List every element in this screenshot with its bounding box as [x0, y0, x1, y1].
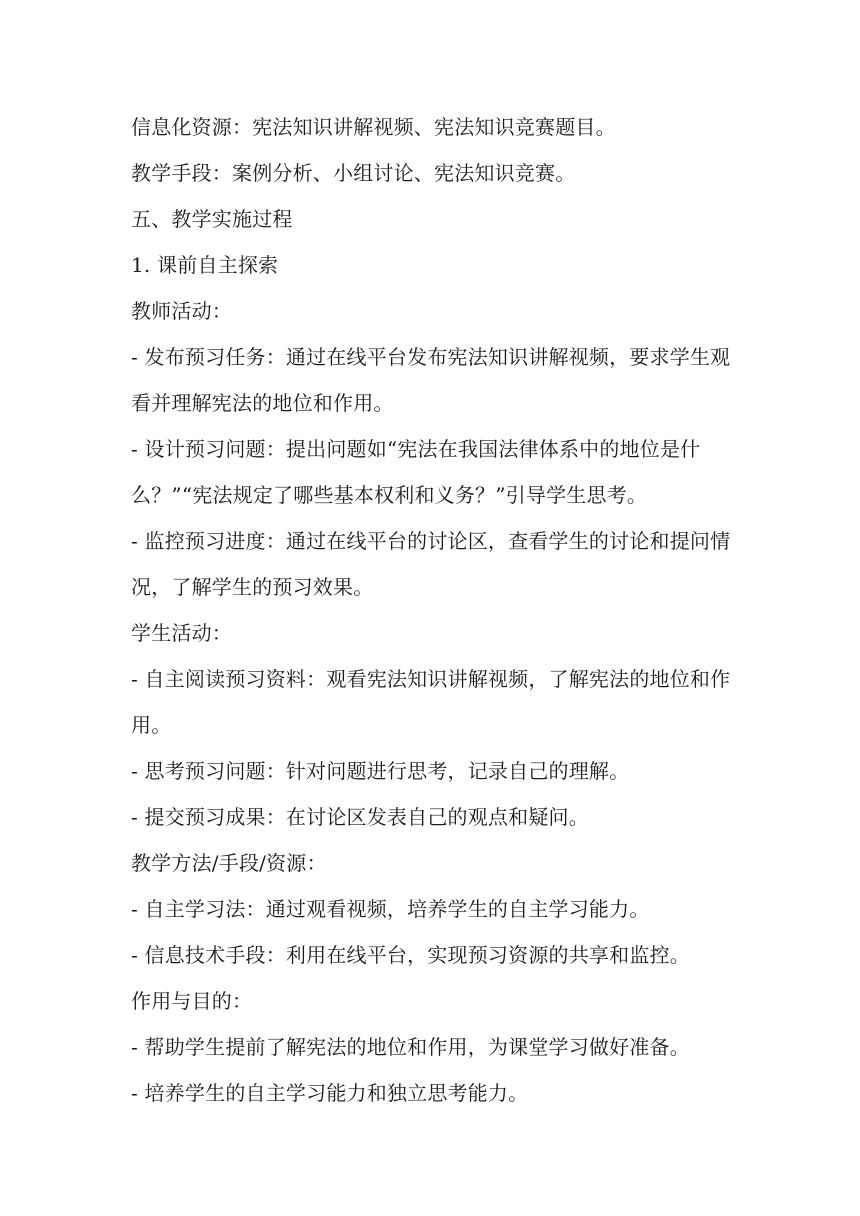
list-item-self-study-method: - 自主学习法：通过观看视频，培养学生的自主学习能力。	[131, 897, 650, 921]
list-item-self-reading: - 自主阅读预习资料：观看宪法知识讲解视频，了解宪法的地位和作	[131, 667, 731, 691]
list-item-purpose-ability: - 培养学生的自主学习能力和独立思考能力。	[131, 1081, 529, 1105]
label-student-activities: 学生活动：	[131, 621, 232, 645]
list-item-submit-results: - 提交预习成果：在讨论区发表自己的观点和疑问。	[131, 805, 589, 829]
text-line-info-resources: 信息化资源：宪法知识讲解视频、宪法知识竞赛题目。	[131, 115, 616, 139]
label-teacher-activities: 教师活动：	[131, 299, 232, 323]
list-item-self-reading-cont: 用。	[131, 713, 172, 737]
list-item-purpose-understand: - 帮助学生提前了解宪法的地位和作用，为课堂学习做好准备。	[131, 1035, 690, 1059]
subsection-heading-preclass: 1. 课前自主探索	[131, 253, 279, 277]
list-item-publish-task: - 发布预习任务：通过在线平台发布宪法知识讲解视频，要求学生观	[131, 345, 731, 369]
list-item-publish-task-cont: 看并理解宪法的地位和作用。	[131, 391, 394, 415]
label-methods-means-resources: 教学方法/手段/资源：	[131, 851, 327, 875]
list-item-think-questions: - 思考预习问题：针对问题进行思考，记录自己的理解。	[131, 759, 630, 783]
list-item-design-questions-cont: 么？”“宪法规定了哪些基本权利和义务？”引导学生思考。	[131, 483, 648, 507]
text-line-teaching-means: 教学手段：案例分析、小组讨论、宪法知识竞赛。	[131, 161, 576, 185]
label-purpose: 作用与目的：	[131, 989, 253, 1013]
list-item-monitor-progress: - 监控预习进度：通过在线平台的讨论区，查看学生的讨论和提问情	[131, 529, 731, 553]
list-item-design-questions: - 设计预习问题：提出问题如“宪法在我国法律体系中的地位是什	[131, 437, 701, 461]
section-heading-implementation: 五、教学实施过程	[131, 207, 293, 231]
list-item-it-means: - 信息技术手段：利用在线平台，实现预习资源的共享和监控。	[131, 943, 690, 967]
list-item-monitor-progress-cont: 况，了解学生的预习效果。	[131, 575, 374, 599]
